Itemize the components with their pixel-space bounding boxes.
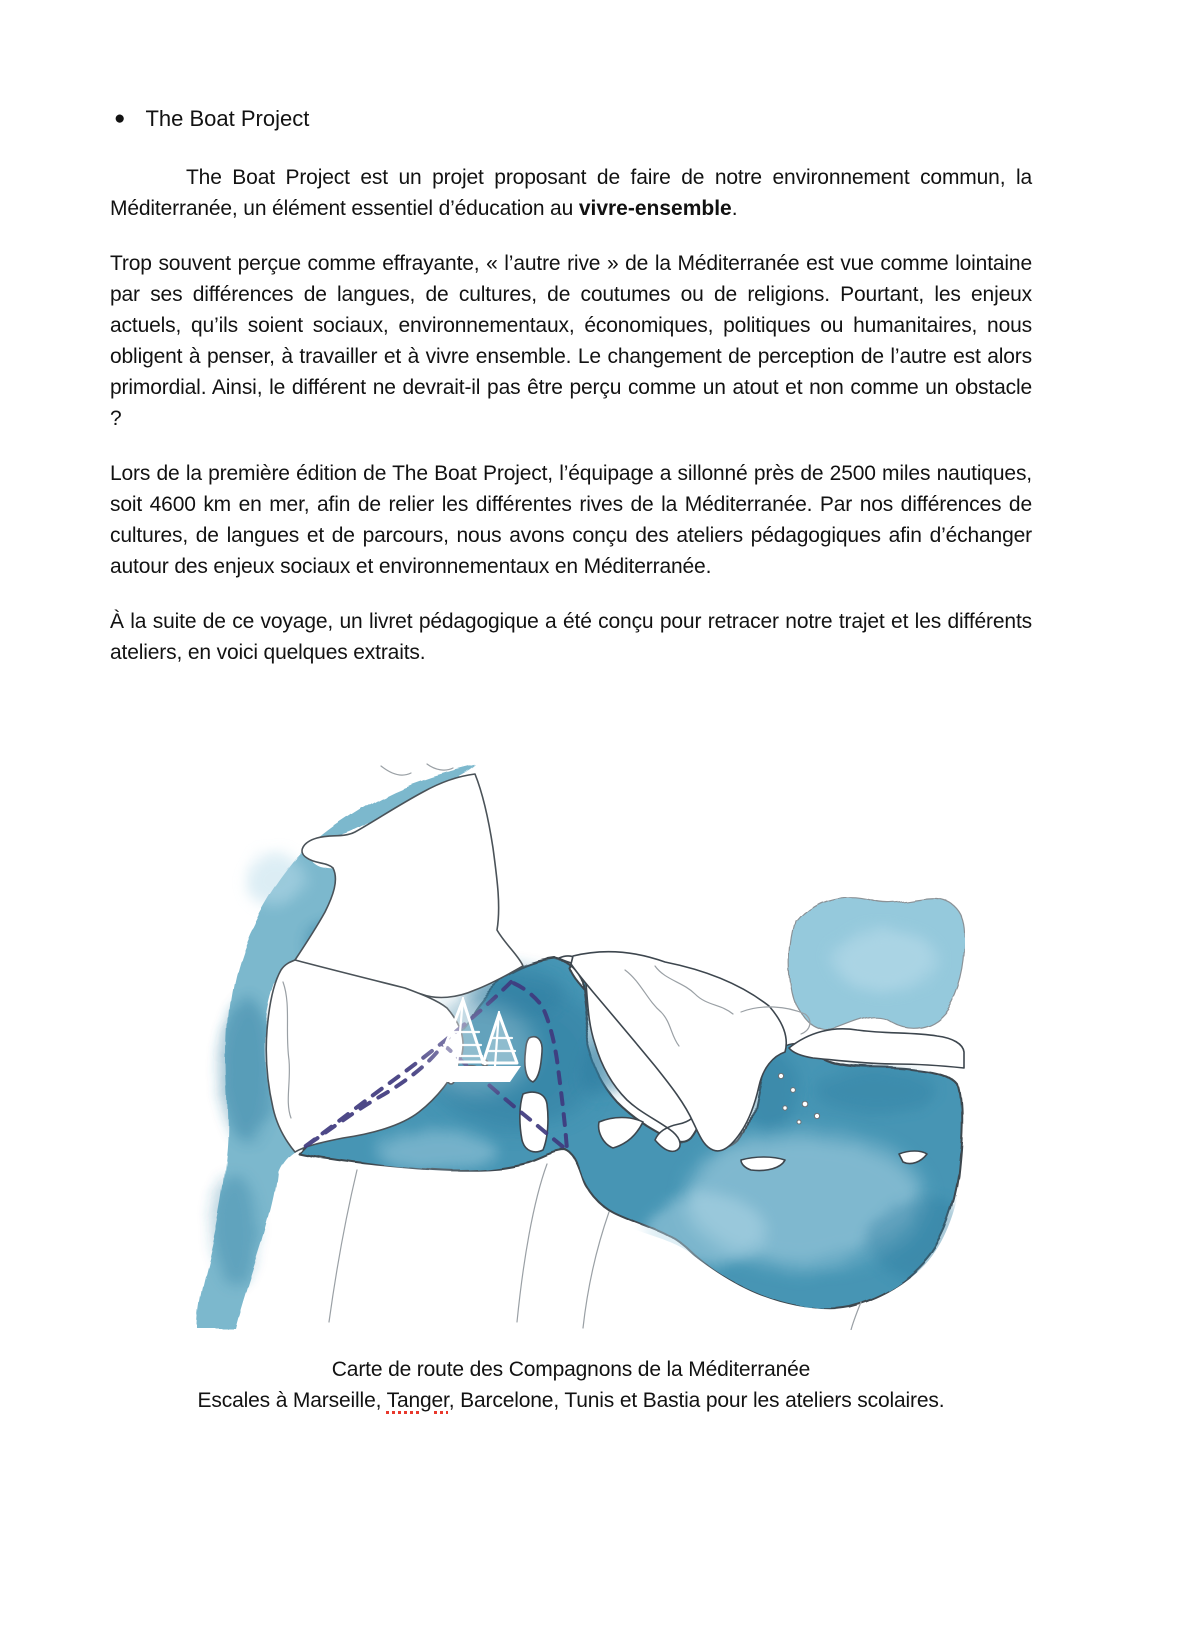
intro-bold-term: vivre-ensemble <box>578 197 732 220</box>
paragraph-perception: Trop souvent perçue comme effrayante, « l’autre rive » de la Méditerranée est vue comme lointaine par ses différences de langues, de cultures, de coutumes ou de religions. Pourtant, les enjeux actuels, qu’ils soient sociaux, environnementaux, économiques, politiques ou humanitaires, nous obligent à penser, à travailler et à vivre ensemble. Le changement de perception de l’autre est alors primordial. Ainsi, le différent ne devrait-il pas être perçu comme un atout et non comme un obstacle ? <box>110 252 1032 430</box>
intro-paragraph <box>110 162 1032 224</box>
list-item-title <box>110 104 1032 134</box>
caption-escales-after: , Barcelone, Tunis et Bastia pour les ateliers scolaires. <box>448 1389 945 1412</box>
map-caption <box>110 1354 1032 1416</box>
spellcheck-marked-word: Tanger <box>386 1389 449 1412</box>
sardinia <box>520 1092 548 1152</box>
paragraph-voyage: Lors de la première édition de The Boat Project, l’équipage a sillonné près de 2500 miles nautiques, soit 4600 km en mer, afin de relier les différentes rives de la Méditerranée. Par nos différences de cultures, de langues et de parcours, nous avons conçu des ateliers pédagogiques afin d’échanger autour des enjeux sociaux et environnementaux en Méditerranée. <box>110 462 1032 578</box>
map-caption-line2 <box>110 1385 1032 1416</box>
map-image <box>185 760 965 1330</box>
caption-escales-before: Escales à Marseille, <box>197 1389 387 1412</box>
list-item-text: The Boat Project <box>145 106 310 131</box>
intro-lead: The Boat Project est un projet proposant de faire de notre environnement commun, la Méditerranée, un élément essentiel d’éducation au <box>110 166 1032 220</box>
paragraph-livret: À la suite de ce voyage, un livret pédagogique a été conçu pour retracer notre trajet et les différents ateliers, en voici quelques extraits. <box>110 610 1032 664</box>
intro-tail: . <box>731 197 738 220</box>
map-figure <box>110 760 1032 1416</box>
bullet-marker: ● <box>114 108 126 129</box>
mediterranean-map <box>185 760 965 1330</box>
boat-hull <box>435 1066 521 1082</box>
map-caption-line1: Carte de route des Compagnons de la Méditerranée <box>331 1358 811 1381</box>
